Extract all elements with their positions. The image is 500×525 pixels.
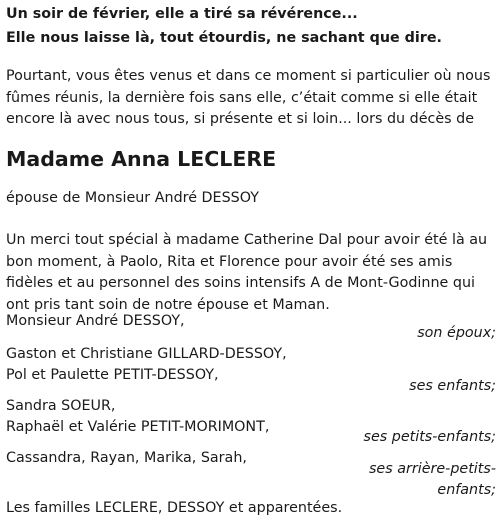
signatory-grandchild-1: Sandra SOEUR,	[6, 398, 116, 414]
intro-line-2: Elle nous laisse là, tout étourdis, ne sachant que dire.	[6, 30, 442, 46]
deceased-name: Madame Anna LECLERE	[6, 147, 277, 171]
signatory-child-2: Pol et Paulette PETIT-DESSOY,	[6, 367, 219, 383]
role-grandchildren: ses petits-enfants;	[363, 429, 496, 445]
intro-line-1: Un soir de février, elle a tiré sa révérence...	[6, 6, 358, 22]
role-great-grandchildren-1: ses arrière-petits-	[368, 461, 496, 477]
role-great-grandchildren-2: enfants;	[437, 482, 496, 498]
signatory-grandchild-2: Raphaël et Valérie PETIT-MORIMONT,	[6, 419, 270, 435]
role-children: ses enfants;	[409, 378, 496, 394]
role-spouse: son époux;	[417, 325, 496, 341]
spouse-line: épouse de Monsieur André DESSOY	[6, 190, 259, 206]
signatory-child-1: Gaston et Christiane GILLARD-DESSOY,	[6, 346, 287, 362]
signatory-spouse: Monsieur André DESSOY,	[6, 313, 185, 329]
signatory-great-grandchildren: Cassandra, Rayan, Marika, Sarah,	[6, 450, 247, 466]
families-line: Les familles LECLERE, DESSOY et apparentées.	[6, 500, 343, 516]
gratitude-paragraph: Pourtant, vous êtes venus et dans ce moment si particulier où nous fûmes réunis, la dernière fois sans elle, c’était comme si elle était encore là avec nous tous, si présente et si loin... lors du décès de	[6, 68, 491, 127]
thanks-paragraph: Un merci tout spécial à madame Catherine Dal pour avoir été là au bon moment, à Paolo, Rita et Florence pour avoir été ses amis fidèles et au personnel des soins intensifs A de Mont-Godinne qui ont pris tant soin de notre épouse et Maman.	[6, 232, 488, 313]
